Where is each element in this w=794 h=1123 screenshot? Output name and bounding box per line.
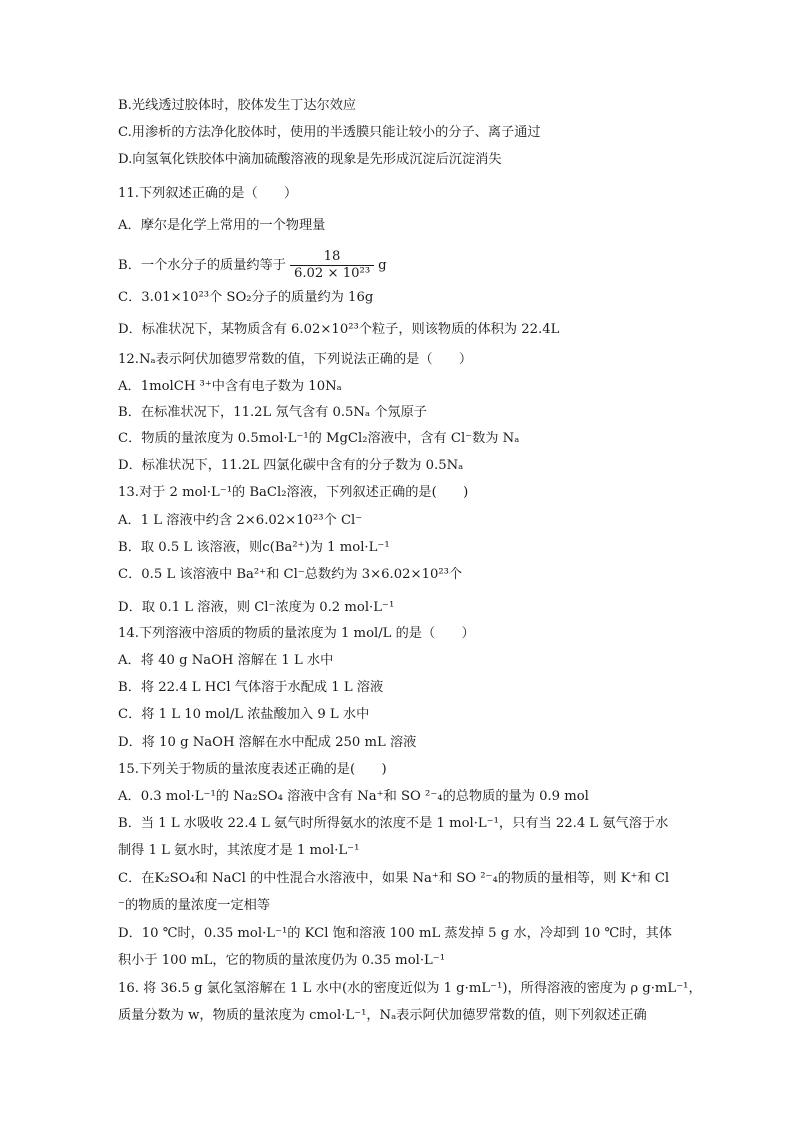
option-13-b: B．取 0.5 L 该溶液，则c(Ba²⁺)为 1 mol·L⁻¹ [118,540,390,555]
question-12-title: 12.Nₐ表示阿伏加德罗常数的值，下列说法正确的是（ ） [118,352,473,367]
option-13-a: A．1 L 溶液中约含 2×6.02×10²³个 Cl⁻ [118,513,363,528]
option-11-c: C．3.01×10²³个 SO₂分子的质量约为 16g [118,290,374,305]
option-15-c-cont: ⁻的物质的量浓度一定相等 [118,898,271,913]
fraction-numerator: 18 [323,249,341,264]
option-13-c: C．0.5 L 该溶液中 Ba²⁺和 Cl⁻总数约为 3×6.02×10²³个 [118,567,463,582]
option-12-c: C．物质的量浓度为 0.5mol·L⁻¹的 MgCl₂溶液中，含有 Cl⁻数为 Nₐ [118,431,520,446]
text-line: B.光线透过胶体时，胶体发生丁达尔效应 [118,98,357,113]
question-11-title: 11.下列叙述正确的是（ ） [118,186,298,201]
option-12-b: B．在标准状况下，11.2L 氖气含有 0.5Nₐ 个氖原子 [118,405,427,420]
question-16-cont: 质量分数为 w，物质的量浓度为 cmol·L⁻¹，Nₐ表示阿伏加德罗常数的值，则下列叙述正确 [118,1008,647,1023]
option-15-a: A．0.3 mol·L⁻¹的 Na₂SO₄ 溶液中含有 Na⁺和 SO ²⁻₄的总物质的量为 0.9 mol [118,789,589,804]
option-11-a: A．摩尔是化学上常用的一个物理量 [118,218,326,233]
option-15-c: C．在K₂SO₄和 NaCl 的中性混合水溶液中，如果 Na⁺和 SO ²⁻₄的物质的量相等，则 K⁺和 Cl [118,871,670,886]
text-line: D.向氢氧化铁胶体中滴加硫酸溶液的现象是先形成沉淀后沉淀消失 [118,152,502,167]
question-14-title: 14.下列溶液中溶质的物质的量浓度为 1 mol/L 的是（ ） [118,626,475,641]
option-14-a: A．将 40 g NaOH 溶解在 1 L 水中 [118,653,334,668]
option-11-b [118,248,387,284]
option-12-d: D．标准状况下，11.2L 四氯化碳中含有的分子数为 0.5Nₐ [118,458,464,473]
fraction-denominator: 6.02 × 10²³ [290,265,374,282]
option-13-d: D．取 0.1 L 溶液，则 Cl⁻浓度为 0.2 mol·L⁻¹ [118,600,395,615]
option-12-a: A．1molCH ³⁺中含有电子数为 10Nₐ [118,379,342,394]
option-15-d: D．10 ℃时，0.35 mol·L⁻¹的 KCl 饱和溶液 100 mL 蒸发掉 5 g 水，冷却到 10 ℃时，其体 [118,926,672,941]
fraction-unit: g [378,258,387,273]
option-15-b: B．当 1 L 水吸收 22.4 L 氨气时所得氨水的浓度不是 1 mol·L⁻¹，只有当 22.4 L 氨气溶于水 [118,816,669,831]
fraction [290,249,374,282]
question-15-title: 15.下列关于物质的量浓度表述正确的是( ) [118,762,387,777]
option-15-d-cont: 积小于 100 mL，它的物质的量浓度仍为 0.35 mol·L⁻¹ [118,953,446,968]
option-14-b: B．将 22.4 L HCl 气体溶于水配成 1 L 溶液 [118,680,384,695]
option-14-d: D．将 10 g NaOH 溶解在水中配成 250 mL 溶液 [118,735,417,750]
option-15-b-cont: 制得 1 L 氨水时，其浓度才是 1 mol·L⁻¹ [118,843,360,858]
text-line: C.用渗析的方法净化胶体时，使用的半透膜只能让较小的分子、离子通过 [118,125,541,140]
option-11-d: D．标准状况下，某物质含有 6.02×10²³个粒子，则该物质的体积为 22.4L [118,322,560,337]
option-14-c: C．将 1 L 10 mol/L 浓盐酸加入 9 L 水中 [118,707,370,722]
option-11-b-text: B．一个水分子的质量约等于 [118,258,286,273]
question-13-title: 13.对于 2 mol·L⁻¹的 BaCl₂溶液，下列叙述正确的是( ) [118,485,469,500]
question-16-title: 16. 将 36.5 g 氯化氢溶解在 1 L 水中(水的密度近似为 1 g·mL⁻¹)，所得溶液的密度为 ρ g·mL⁻¹， [118,981,702,996]
